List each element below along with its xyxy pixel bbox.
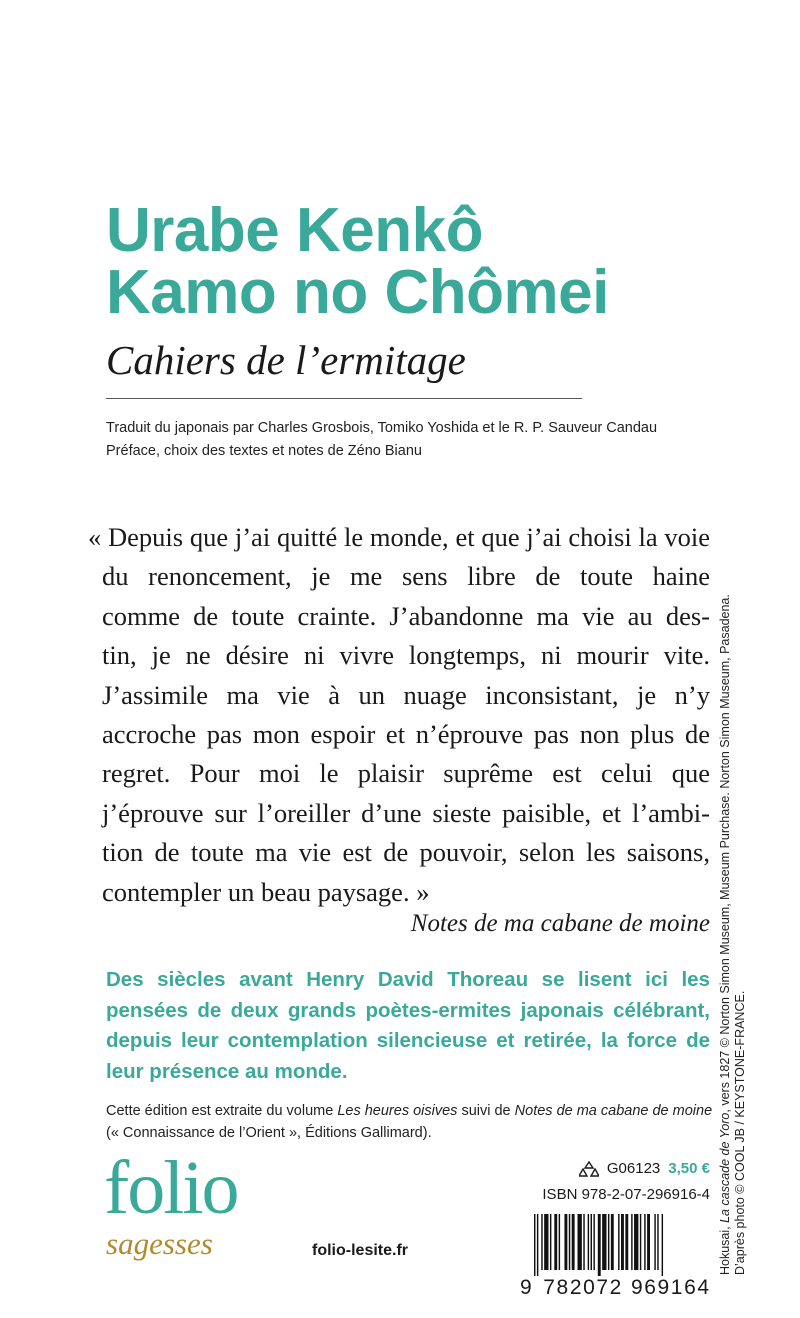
barcode-bar <box>625 1214 628 1270</box>
ean-first-digit: 9 <box>520 1276 534 1299</box>
quote-line: tin, je ne désire ni vivre longtemps, ni mourir vite. <box>102 640 710 671</box>
isbn: ISBN 978-2-07-296916-4 <box>542 1186 710 1203</box>
blurb-line: depuis leur contemplation silencieuse et retirée, la force de <box>106 1029 710 1052</box>
book-title: Cahiers de l’ermitage <box>106 337 466 383</box>
product-code: G06123 <box>606 1160 661 1177</box>
price-row <box>579 1160 710 1177</box>
preface-credit: Préface, choix des textes et notes de Zéno Bianu <box>106 443 422 459</box>
ean-group-2: 969164 <box>630 1276 711 1299</box>
edition-volume-title: Les heures oisives <box>337 1103 458 1119</box>
folio-logo: folio <box>104 1146 238 1230</box>
barcode-bar <box>541 1214 542 1270</box>
edition-work-title: Notes de ma cabane de moine <box>514 1103 713 1119</box>
barcode-bar <box>534 1214 535 1276</box>
ean-group-1: 782072 <box>543 1276 623 1299</box>
edition-text: Cette édition est extraite du volume <box>106 1103 338 1119</box>
barcode-bar <box>554 1214 557 1270</box>
barcode-bar <box>569 1214 570 1270</box>
quote-line: du renoncement, je me sens libre de toute haine <box>102 561 710 592</box>
author-name-1: Urabe Kenkô <box>106 196 483 265</box>
credit-photo: D’après photo © COOL JB / KEYSTONE-FRANCE. <box>733 990 747 1275</box>
barcode-bar <box>662 1214 663 1276</box>
barcode-bar <box>564 1214 567 1270</box>
barcode-bar <box>593 1214 594 1270</box>
ean-number <box>520 1276 712 1300</box>
barcode-bar <box>608 1214 609 1270</box>
barcode-bar <box>611 1214 614 1270</box>
author-name-2: Kamo no Chômei <box>106 258 609 327</box>
blurb-line: Des siècles avant Henry David Thoreau se lisent ici les <box>106 968 710 991</box>
barcode-bar <box>578 1214 582 1270</box>
barcode-bar <box>544 1214 548 1270</box>
quote-line: tion de toute ma vie est de pouvoir, selon les saisons, <box>102 837 710 868</box>
credit-text: Hokusai, <box>718 1222 732 1275</box>
barcode-bar <box>583 1214 584 1270</box>
quote-block <box>88 518 710 912</box>
blurb-line: pensées de deux grands poètes-ermites japonais célébrant, <box>106 998 710 1022</box>
quote-line: regret. Pour moi le plaisir suprême est celui que <box>102 758 710 789</box>
barcode <box>534 1214 710 1276</box>
quote-line: j’éprouve sur l’oreiller d’une sieste paisible, et l’ambi- <box>102 797 710 828</box>
barcode-bar <box>647 1214 650 1270</box>
price: 3,50 € <box>668 1160 710 1177</box>
image-credit <box>718 575 748 1275</box>
blurb-line: leur présence au monde. <box>106 1059 348 1083</box>
credit-text: , vers 1827 © Norton Simon Museum, Museum Purchase. Norton Simon Museum, Pasadena. <box>718 594 732 1113</box>
quote-line: accroche pas mon espoir et n’éprouve pas non plus de <box>102 719 710 750</box>
barcode-bar <box>598 1214 601 1276</box>
barcode-bar <box>640 1214 641 1270</box>
barcode-bar <box>621 1214 624 1270</box>
quote-line: comme de toute crainte. J’abandonne ma vie au des- <box>102 600 710 631</box>
barcode-bar <box>618 1214 619 1270</box>
title-divider <box>106 398 582 399</box>
credit-artwork: La cascade de Yoro <box>718 1112 732 1223</box>
quote-source: Notes de ma cabane de moine <box>410 910 710 937</box>
quote-line: contempler un beau paysage. » <box>102 876 430 907</box>
barcode-bar <box>588 1214 589 1270</box>
quote-line: « Depuis que j’ai quitté le monde, et que j’ai choisi la voie <box>88 522 710 552</box>
barcode-bar <box>550 1214 551 1270</box>
edition-note <box>106 1100 712 1144</box>
website: folio-lesite.fr <box>312 1242 409 1259</box>
barcode-bar <box>644 1214 645 1270</box>
barcode-bar <box>631 1214 632 1270</box>
edition-text: suivi de <box>457 1103 515 1119</box>
blurb <box>106 965 710 1087</box>
barcode-bar <box>634 1214 638 1270</box>
barcode-bar <box>572 1214 575 1270</box>
sagesses-logo: sagesses <box>106 1226 213 1261</box>
barcode-bar <box>657 1214 658 1270</box>
barcode-bar <box>559 1214 560 1270</box>
barcode-bar <box>654 1214 655 1270</box>
barcode-bar <box>602 1214 606 1270</box>
barcode-bar <box>537 1214 538 1276</box>
translator-credit: Traduit du japonais par Charles Grosbois, Tomiko Yoshida et le R. P. Sauveur Candau <box>106 420 658 436</box>
barcode-bar <box>591 1214 592 1270</box>
quote-line: J’assimile ma vie à un nuage inconsistant, je n’y <box>102 679 710 710</box>
edition-publisher: (« Connaissance de l’Orient », Éditions Gallimard). <box>106 1125 432 1141</box>
price-category-icon <box>579 1161 599 1177</box>
